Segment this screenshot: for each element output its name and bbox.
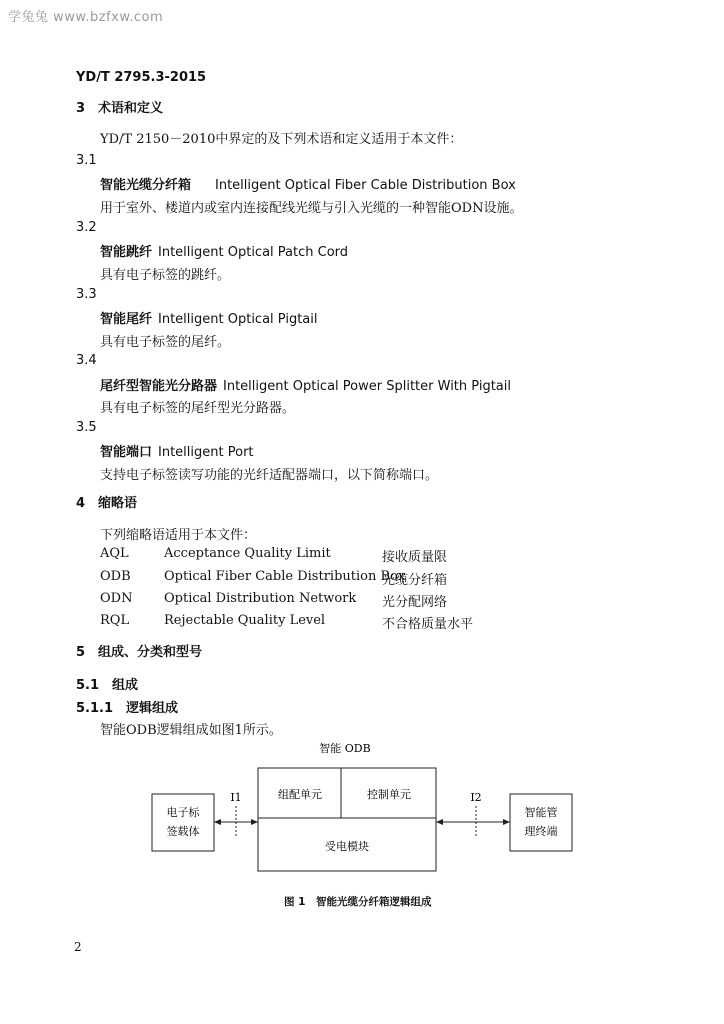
term-definition: 支持电子标签读写功能的光纤适配器端口，以下简称端口。 [100,468,439,483]
term-cn: 智能尾纤 [100,312,153,327]
abbr-chinese: 光分配网络 [382,595,448,610]
interface-i2-label: I2 [470,791,482,804]
section-5-1-heading: 5.1 组成 [76,678,139,693]
term-en: Intelligent Optical Power Splitter With Pigtail [223,379,511,394]
assembly-unit-label: 组配单元 [278,788,322,801]
term-definition: 具有电子标签的尾纤型光分路器。 [100,401,296,416]
term-en: Intelligent Optical Pigtail [158,312,318,327]
term-cn: 智能跳纤 [100,245,153,260]
abbr-chinese: 不合格质量水平 [382,617,474,632]
section-4-heading: 4 缩略语 [76,496,138,511]
section-5-1-1-heading: 5.1.1 逻辑组成 [76,701,179,716]
term-en: Intelligent Optical Patch Cord [158,245,349,260]
term-number: 3.5 [76,420,97,435]
term-title [100,174,516,193]
arrow-left-icon [214,819,221,825]
abbr-english: Optical Fiber Cable Distribution Box [164,569,406,584]
section-3-intro: YD/T 2150－2010中界定的及下列术语和定义适用于本文件： [100,132,463,147]
abbr-code: ODN [100,591,133,606]
section-5-intro: 智能ODB逻辑组成如图1所示。 [100,723,282,738]
term-title [100,241,348,260]
term-number: 3.3 [76,287,97,302]
abbr-code: RQL [100,613,130,628]
abbr-code: AQL [100,546,129,561]
electronic-tag-box [152,794,214,851]
logical-composition-diagram [140,738,580,908]
arrow-right-icon [503,819,510,825]
abbr-english: Optical Distribution Network [164,591,357,606]
odb-outer-box [258,768,436,871]
abbr-chinese: 光缆分纤箱 [382,573,448,588]
abbr-code: ODB [100,569,131,584]
figure-caption: 图 1 智能光缆分纤箱逻辑组成 [284,896,432,908]
term-cn: 智能光缆分纤箱 [100,178,192,193]
term-definition: 具有电子标签的跳纤。 [100,268,231,283]
term-title [100,375,511,394]
abbr-english: Acceptance Quality Limit [164,546,331,561]
arrow-right-icon [251,819,258,825]
management-terminal-label-line1: 智能管 [524,806,558,819]
document-header: YD/T 2795.3-2015 [76,70,207,85]
section-3-heading: 3 术语和定义 [76,101,164,116]
page-number: 2 [74,940,82,954]
term-cn: 尾纤型智能光分路器 [100,379,218,394]
management-terminal-box [510,794,572,851]
figure-title: 智能 ODB [319,742,371,755]
abbr-chinese: 接收质量限 [382,550,448,565]
watermark: 学兔兔 www.bzfxw.com [8,10,164,25]
term-en: Intelligent Port [158,445,254,460]
section-5-heading: 5 组成、分类和型号 [76,645,203,660]
term-en: Intelligent Optical Fiber Cable Distribution Box [215,178,516,193]
term-number: 3.2 [76,220,97,235]
term-definition: 具有电子标签的尾纤。 [100,335,231,350]
term-number: 3.1 [76,153,97,168]
management-terminal-label-line2: 理终端 [524,825,558,838]
abbr-english: Rejectable Quality Level [164,613,326,628]
term-definition: 用于室外、楼道内或室内连接配线光缆与引入光缆的一种智能ODN设施。 [100,201,523,216]
term-cn: 智能端口 [100,445,153,460]
power-module-label: 受电模块 [325,840,369,853]
term-title [100,308,318,327]
arrow-left-icon [436,819,443,825]
term-number: 3.4 [76,353,97,368]
electronic-tag-label-line2: 签载体 [166,825,200,838]
electronic-tag-label-line1: 电子标 [166,806,200,819]
control-unit-label: 控制单元 [367,788,411,801]
term-title [100,441,254,460]
section-4-intro: 下列缩略语适用于本文件： [100,528,257,543]
interface-i1-label: I1 [230,791,242,804]
